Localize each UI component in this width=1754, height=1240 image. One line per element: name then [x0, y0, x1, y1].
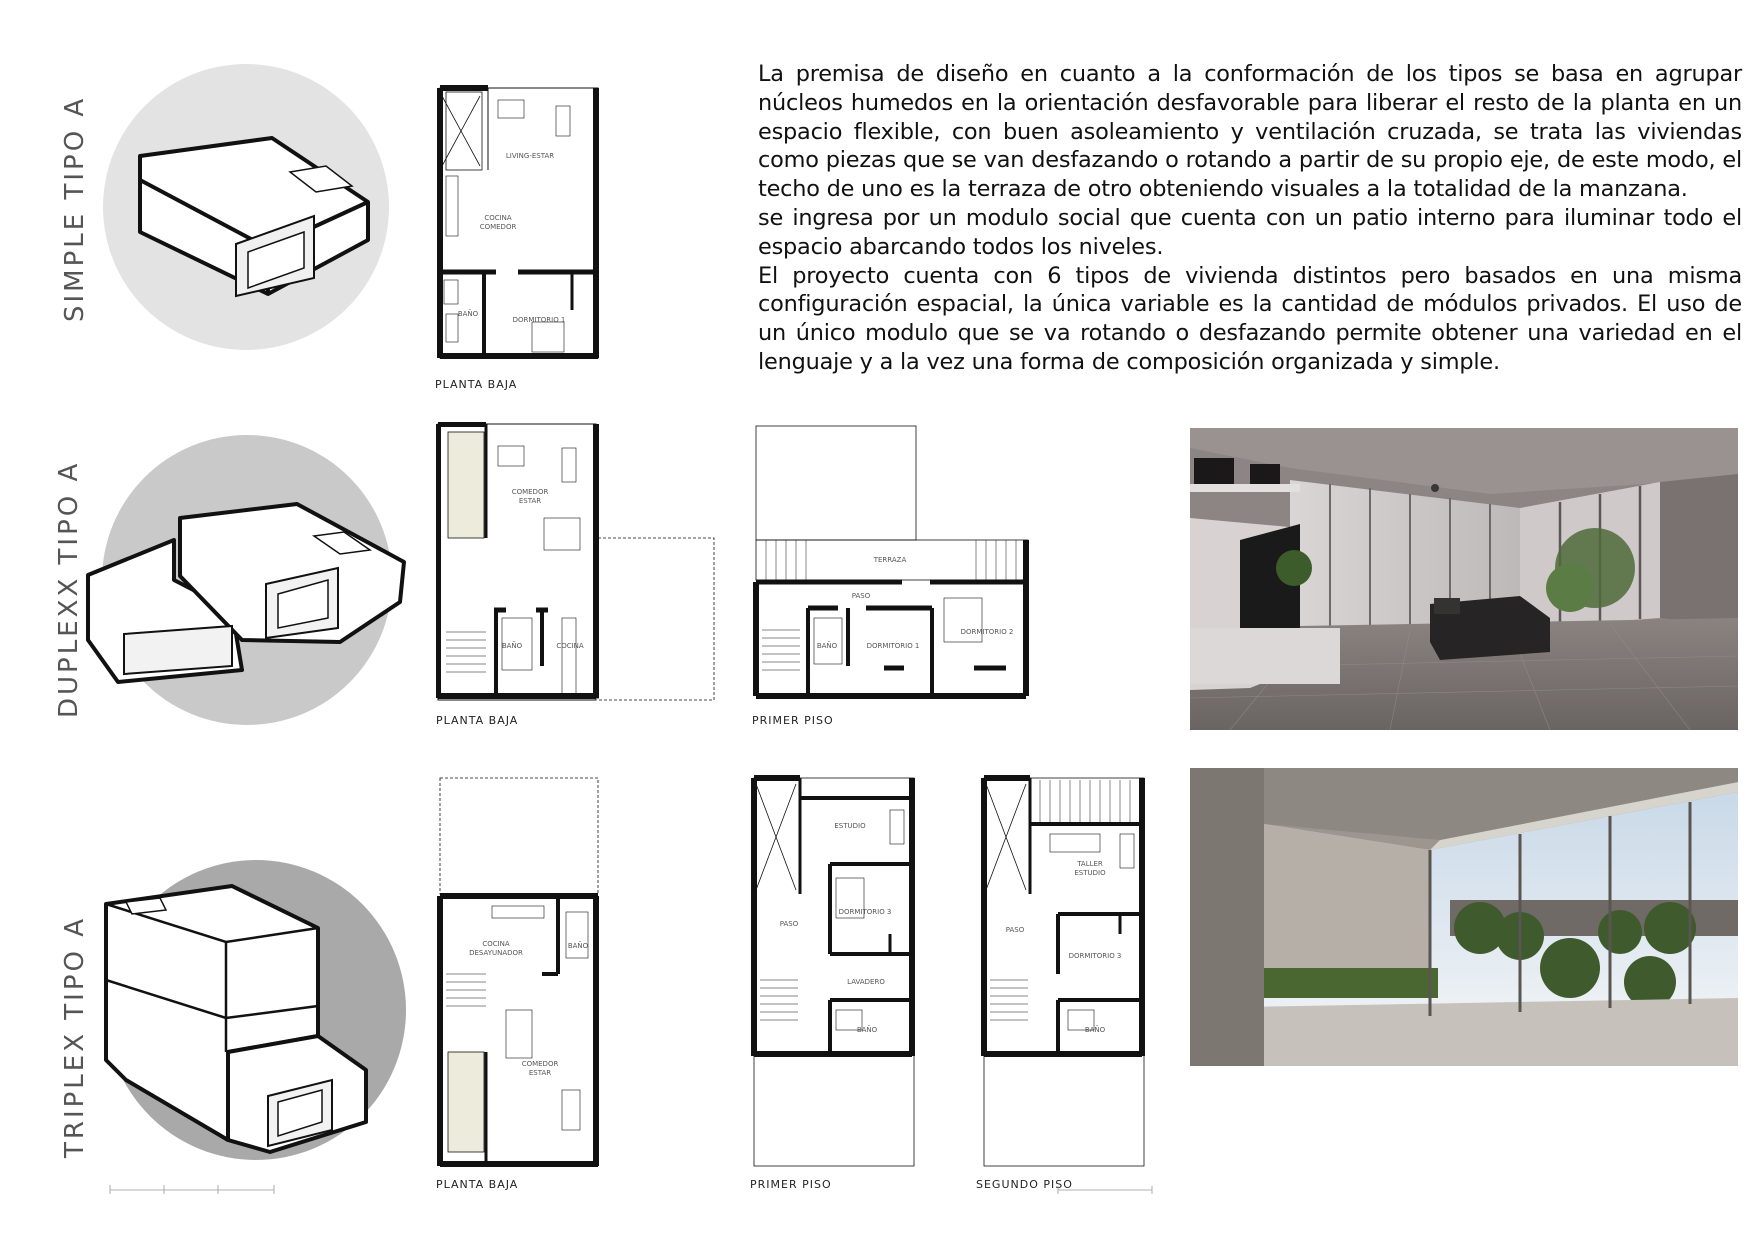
caption-duplex-primer-piso: PRIMER PISO	[752, 714, 834, 727]
room-paso-pp: PASO	[779, 920, 799, 928]
room-lavadero: LAVADERO	[847, 978, 885, 986]
room-living-estar: LIVING-ESTAR	[505, 152, 555, 160]
room-comedor-estar: COMEDOR ESTAR	[511, 488, 549, 505]
room-terraza: TERRAZA	[873, 556, 907, 564]
scale-line-left	[108, 1180, 278, 1196]
axonometric-duplex	[82, 430, 412, 730]
room-bano-triplex: BAÑO	[567, 942, 589, 950]
axonometric-triplex	[86, 860, 406, 1180]
plan-triplex-planta-baja	[436, 774, 606, 1174]
description-paragraph-3: El proyecto cuenta con 6 tipos de vivienda distintos pero basados en una misma configuración espacial, la única variable es la cantidad de módulos privados. El uso de un único modulo que se va rotando o desfazando permite obtener una variedad en el lenguaje y a la vez una forma de composición organizada y simple.	[758, 262, 1742, 375]
render-terrace	[1190, 768, 1738, 1066]
row-title-triplex: TRIPLEX TIPO A	[60, 915, 90, 1158]
room-paso-sp: PASO	[1005, 926, 1025, 934]
plan-triplex-segundo-piso	[980, 774, 1150, 1174]
scale-line-right	[1056, 1184, 1156, 1196]
room-cocina-duplex: COCINA	[556, 642, 584, 650]
description-text	[758, 60, 1742, 377]
room-bano-pp: BAÑO	[816, 642, 838, 650]
room-bano-triplex-pp: BAÑO	[856, 1026, 878, 1034]
room-bano-sp: BAÑO	[1084, 1026, 1106, 1034]
plan-duplex-planta-baja	[436, 422, 720, 704]
description-paragraph-2: se ingresa por un modulo social que cuenta con un patio interno para iluminar todo el espacio abarcando todos los niveles.	[758, 204, 1742, 260]
row-title-simple: SIMPLE TIPO A	[60, 95, 90, 322]
description-paragraph-1: La premisa de diseño en cuanto a la conformación de los tipos se basa en agrupar núcleos humedos en la orientación desfavorable para liberar el resto de la planta en un espacio flexible, con buen asoleamiento y ventilación cruzada, se trata las viviendas como piezas que se van desfazando o rotando a partir de su propio eje, de este modo, el techo de uno es la terraza de otro obteniendo visuales a la totalidad de la manzana.	[758, 61, 1742, 203]
axonometric-simple	[100, 60, 400, 360]
caption-simple-planta-baja: PLANTA BAJA	[435, 378, 518, 391]
room-cocina-desayunador: COCINA DESAYUNADOR	[469, 940, 523, 957]
room-bano-duplex: BAÑO	[501, 642, 523, 650]
room-dormitorio-3-pp: DORMITORIO 3	[838, 908, 892, 916]
room-dormitorio-1-pp: DORMITORIO 1	[866, 642, 920, 650]
render-interior-living	[1190, 428, 1738, 730]
caption-duplex-planta-baja: PLANTA BAJA	[436, 714, 519, 727]
room-dormitorio-2-pp: DORMITORIO 2	[960, 628, 1014, 636]
caption-triplex-primer-piso: PRIMER PISO	[750, 1178, 832, 1191]
room-estudio: ESTUDIO	[834, 822, 866, 830]
room-paso: PASO	[851, 592, 871, 600]
room-cocina-comedor: COCINA COMEDOR	[479, 214, 517, 231]
room-taller-estudio: TALLER ESTUDIO	[1074, 860, 1106, 877]
room-dormitorio-1: DORMITORIO 1	[512, 316, 566, 324]
room-comedor-estar-triplex: COMEDOR ESTAR	[521, 1060, 559, 1077]
caption-triplex-planta-baja: PLANTA BAJA	[436, 1178, 519, 1191]
plan-triplex-primer-piso	[750, 774, 920, 1174]
caption-triplex-segundo-piso: SEGUNDO PISO	[976, 1178, 1073, 1191]
row-title-duplex: DUPLEXX TIPO A	[54, 460, 84, 718]
room-bano: BAÑO	[457, 310, 479, 318]
room-dormitorio-3-sp: DORMITORIO 3	[1068, 952, 1122, 960]
